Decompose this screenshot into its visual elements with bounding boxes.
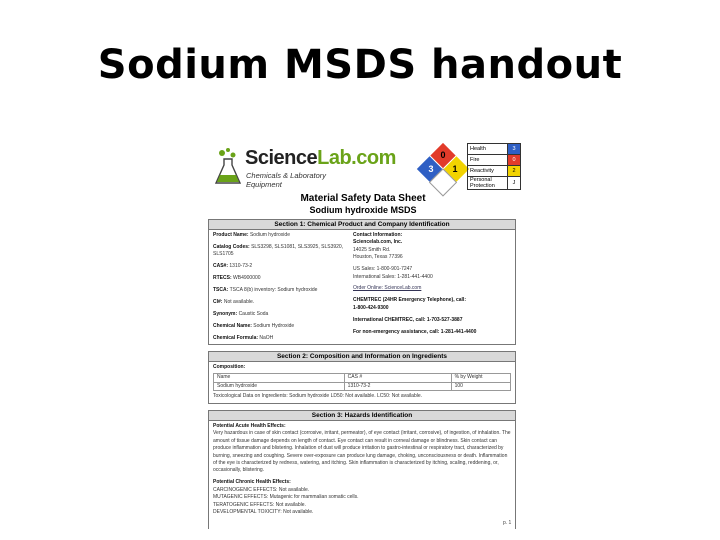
product-name: Sodium hydroxide [249,232,290,238]
acute-effects-heading: Potential Acute Health Effects: [213,423,286,429]
chemical-formula: NaOH [259,334,274,341]
chemical-name: Sodium Hydroxide [253,322,295,329]
section-1 [208,219,516,345]
nfpa-left: 3 [428,164,434,174]
teratogenic-effects: TERATOGENIC EFFECTS: Not available. [213,501,306,508]
hmis-health-label: Health [470,146,486,152]
hmis-label [467,143,521,190]
section-3 [208,410,516,529]
nfpa-top: 0 [440,150,446,160]
hmis-health-value: 3 [507,144,520,154]
field-label: Catalog Codes: [213,243,250,250]
document-subtitle: Sodium hydroxide MSDS [309,205,417,215]
chronic-effects-heading: Potential Chronic Health Effects: [213,479,291,486]
ingredient-cas: 1310-73-2 [344,382,451,390]
page-number: p. 1 [503,520,512,526]
order-online-link[interactable]: Order Online: ScienceLab.com [353,285,422,292]
col-name: Name [214,374,345,382]
field-label: Product Name: [213,232,249,238]
slide-title: Sodium MSDS handout [97,42,623,88]
carcinogenic-effects: CARCINOGENIC EFFECTS: Not available. [213,486,310,493]
ci-number: Not available. [223,298,255,305]
rtecs: WB4900000 [233,275,261,282]
cas-number: 1310-73-2 [229,263,253,270]
msds-document [205,135,521,535]
toxicological-data: Toxicological Data on Ingredients: Sodium hydroxide LD50: Not available. LC50: Not available. [213,393,423,400]
ingredient-name: Sodium hydroxide [214,382,345,390]
catalog-codes: SLS3298, SLS1081, SLS3925, SLS3920, SLS1705 [213,243,344,258]
hmis-reactivity-value: 2 [507,166,520,176]
hmis-row-health [468,144,520,155]
address-line-2: Houston, Texas 77396 [353,254,403,261]
section-2-header: Section 2: Composition and Information on Ingredients [209,352,515,362]
hmis-fire-value: 0 [507,155,520,165]
field-label: Chemical Name: [213,322,252,329]
document-title: Material Safety Data Sheet [300,193,426,204]
product-info [213,232,353,342]
acute-effects-text: Very hazardous in case of skin contact (corrosive, irritant, permeator), of eye contact (irritant, corrosive), of ingestion, of inhalation. The amount of tissue damage depends on length of contact. Eye contact can result in corneal damage or blindness. Skin contact can produce inflammation and blistering. Inhalation of dust will produce irritation to gastro-intestinal or respiratory tract, characterized by burning, sneezing and coughing. Severe over-exposure can produce lung damage, choking, unconsciousness or death. Inflammation of the eye is characterized by redness, watering, and itching. Skin inflammation is characterized by itching, scaling, reddening, or, occasionally, blistering. [213,430,511,474]
chemtrec-24hr: CHEMTREC (24HR Emergency Telephone), call: [353,297,466,304]
field-label: Chemical Formula: [213,334,259,341]
mutagenic-effects: MUTAGENIC EFFECTS: Mutagenic for mammalian somatic cells. [213,494,359,501]
brand-science: Science [245,147,318,169]
company-name: Sciencelab.com, Inc. [353,239,403,246]
ingredient-weight: 100 [451,382,510,390]
intl-chemtrec: International CHEMTREC, call: 1-703-527-3887 [353,316,463,323]
nfpa-right: 1 [452,164,458,174]
hmis-protection-label: Personal Protection [470,177,495,189]
hmis-reactivity-label: Reactivity [470,168,494,174]
field-label: CAS#: [213,263,229,270]
composition-table [213,373,511,391]
field-label: CI#: [213,298,223,305]
synonym: Caustic Soda [238,310,269,317]
field-label: TSCA: [213,287,229,294]
flask-icon [213,147,243,187]
hmis-row-protection [468,177,520,189]
us-sales: US Sales: 1-800-901-7247 [353,266,413,273]
hmis-row-reactivity [468,166,520,177]
col-weight: % by Weight [451,374,510,382]
hmis-fire-label: Fire [470,157,480,163]
logo-tagline: Chemicals & Laboratory Equipment [246,171,327,189]
section-2 [208,351,516,404]
field-label: RTECS: [213,275,232,282]
tsca: TSCA 8(b) inventory: Sodium hydroxide [229,287,318,294]
contact-info [353,232,511,342]
table-header-row [214,374,511,382]
table-row [214,382,511,390]
col-cas: CAS # [344,374,451,382]
address-line-1: 14025 Smith Rd. [353,246,391,253]
non-emergency: For non-emergency assistance, call: 1-281-441-4400 [353,328,477,335]
composition-label: Composition: [213,364,246,370]
contact-heading: Contact Information: [353,232,403,238]
brand-lab: Lab.com [317,147,396,169]
hmis-protection-value: J [507,177,520,189]
field-label: Synonym: [213,310,238,317]
chemtrec-24hr-number: 1-800-424-9300 [353,304,389,311]
hmis-row-fire [468,155,520,166]
nfpa-diamond-icon [415,141,471,197]
section-3-header: Section 3: Hazards Identification [209,411,515,421]
sciencelab-logo [213,147,396,189]
logo-brand [245,147,396,170]
section-1-header: Section 1: Chemical Product and Company Identification [209,220,515,230]
intl-sales: International Sales: 1-281-441-4400 [353,273,433,280]
developmental-toxicity: DEVELOPMENTAL TOXICITY: Not available. [213,508,314,515]
